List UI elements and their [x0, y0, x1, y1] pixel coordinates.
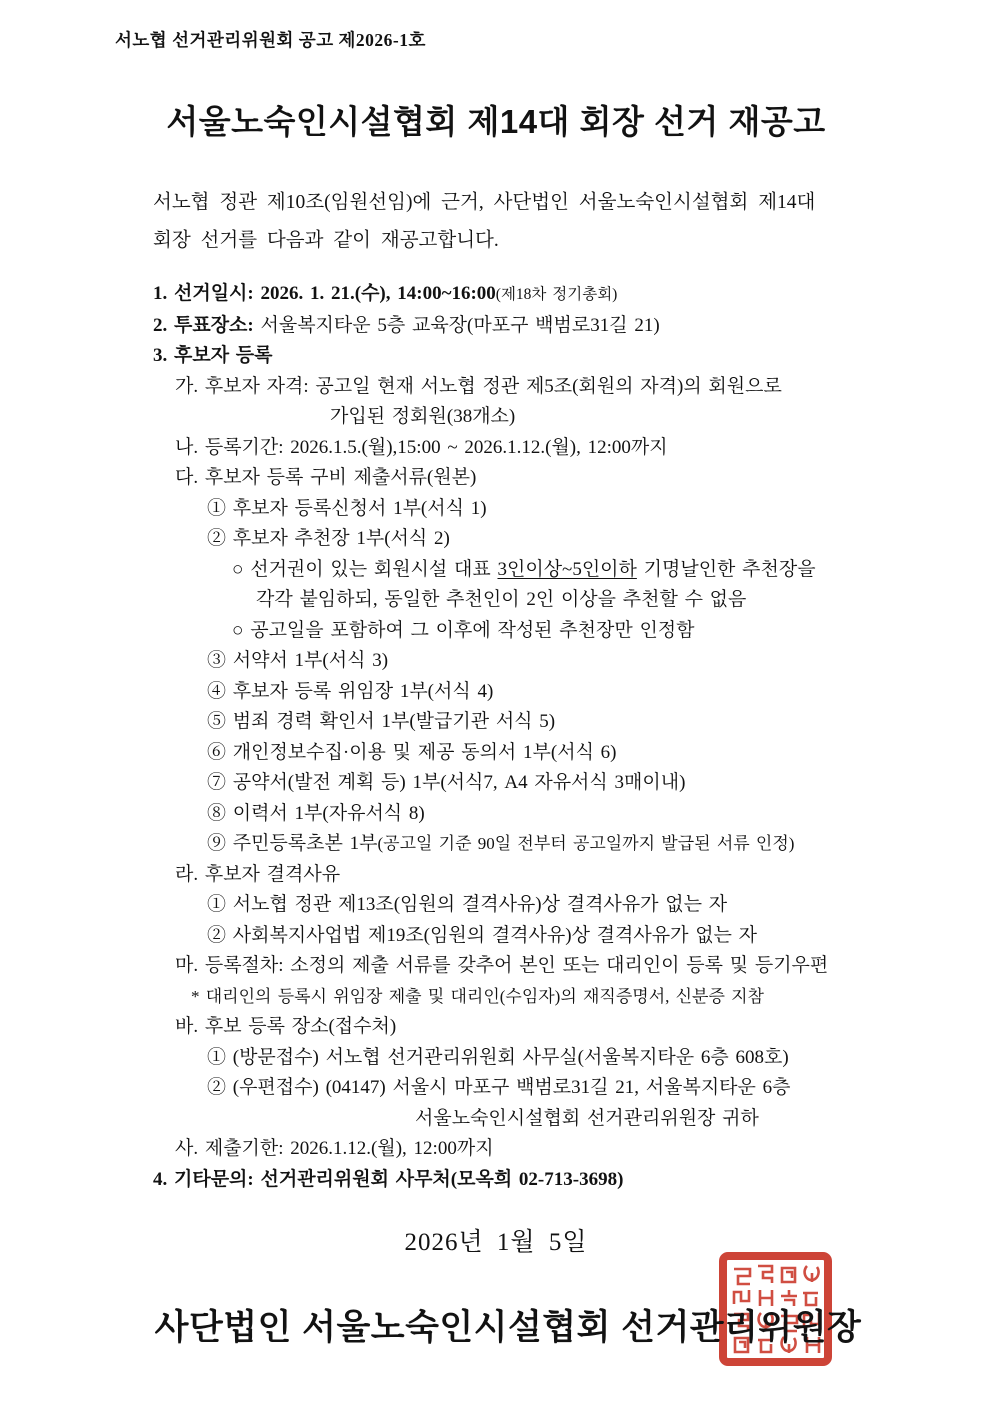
- text-segment: 사. 제출기한: 2026.1.12.(월), 12:00까지: [175, 1138, 494, 1159]
- text-segment: 바. 후보 등록 장소(접수처): [175, 1016, 397, 1037]
- text-segment: 4. 기타문의: 선거관리위원회 사무처(모옥희 02-713-3698): [153, 1168, 624, 1190]
- text-segment: 1. 선거일시: 2026. 1. 21.(수), 14:00~16:00: [153, 283, 496, 304]
- doc-line: [115, 707, 992, 738]
- text-segment: ③ 서약서 1부(서식 3): [207, 650, 389, 671]
- doc-line: [115, 433, 992, 464]
- doc-number: 서노협 선거관리위원회 공고 제2026-1호: [115, 30, 426, 50]
- doc-line: [115, 1104, 992, 1135]
- doc-line: [115, 768, 992, 799]
- doc-line: [115, 860, 992, 891]
- doc-line: [115, 1012, 992, 1043]
- text-segment: ④ 후보자 등록 위임장 1부(서식 4): [207, 680, 494, 702]
- doc-line: [115, 311, 992, 342]
- doc-line: [115, 982, 992, 1013]
- text-segment: ⑦ 공약서(발전 계획 등) 1부(서식7, A4 자유서식 3매이내): [207, 772, 686, 793]
- text-segment: ⑥ 개인정보수집·이용 및 제공 동의서 1부(서식 6): [207, 741, 617, 763]
- doc-line: [115, 585, 992, 616]
- text-segment: ⑧ 이력서 1부(자유서식 8): [207, 802, 425, 824]
- doc-line: [115, 890, 992, 921]
- doc-date: 2026년 1월 5일: [404, 1229, 588, 1256]
- doc-line: [115, 1134, 992, 1165]
- text-segment: ○ 선거권이 있는 회원시설 대표: [232, 558, 498, 580]
- doc-line: [115, 372, 992, 403]
- text-segment: (제18차 정기총회): [495, 286, 618, 303]
- text-segment: (공고일 기준 90일 전부터 공고일까지 발급된 서류 인정): [377, 834, 795, 853]
- doc-line: [115, 646, 992, 677]
- signature-line: 사단법인 서울노숙인시설협회 선거관리위원장: [154, 1308, 862, 1347]
- doc-line: [115, 555, 992, 586]
- text-segment: 서울복지타운 5층 교육장(마포구 백범로31길 21): [260, 314, 660, 336]
- text-segment: ② 후보자 추천장 1부(서식 2): [207, 528, 450, 549]
- text-segment: 라. 후보자 결격사유: [175, 863, 341, 885]
- text-segment: 가. 후보자 자격: 공고일 현재 서노협 정관 제5조(회원의 자격)의 회원으로: [175, 375, 782, 397]
- doc-line: [115, 341, 992, 372]
- text-segment: ① 서노협 정관 제13조(임원의 결격사유)상 결격사유가 없는 자: [207, 894, 728, 915]
- doc-line: [115, 616, 992, 647]
- doc-line: [115, 951, 992, 982]
- doc-line: [115, 1165, 992, 1196]
- doc-line: [115, 738, 992, 769]
- text-segment: 다. 후보자 등록 구비 제출서류(원본): [175, 467, 477, 488]
- doc-line: [115, 921, 992, 952]
- doc-line: [115, 677, 992, 708]
- doc-line: [115, 494, 992, 525]
- doc-line: [115, 402, 992, 433]
- doc-line: [115, 279, 992, 311]
- text-segment: 3인이상~5인이하: [497, 558, 637, 580]
- doc-line: [115, 1043, 992, 1074]
- doc-lines: [115, 279, 992, 1195]
- text-segment: 3. 후보자 등록: [153, 345, 273, 366]
- text-segment: 2. 투표장소:: [153, 314, 261, 336]
- text-segment: 마. 등록절차: 소정의 제출 서류를 갖추어 본인 또는 대리인이 등록 및 등기우편: [175, 955, 829, 976]
- text-segment: ② (우편접수) (04147) 서울시 마포구 백범로31길 21, 서울복지타운 6층: [207, 1077, 791, 1098]
- text-segment: ① 후보자 등록신청서 1부(서식 1): [207, 497, 487, 519]
- text-segment: 서울노숙인시설협회 선거관리위원장 귀하: [415, 1107, 759, 1129]
- doc-line: [115, 829, 992, 860]
- text-segment: ⑨ 주민등록초본 1부: [207, 833, 378, 854]
- text-segment: ① (방문접수) 서노협 선거관리위원회 사무실(서울복지타운 6층 608호): [207, 1046, 789, 1068]
- intro-line: 서노협 정관 제10조(임원선임)에 근거, 사단법인 서울노숙인시설협회 제14대: [153, 192, 816, 213]
- page-title: 서울노숙인시설협회 제14대 회장 선거 재공고: [166, 103, 826, 140]
- doc-line: [115, 1073, 992, 1104]
- doc-line: [115, 799, 992, 830]
- text-segment: 기명날인한 추천장을: [636, 558, 816, 580]
- doc-line: [115, 524, 992, 555]
- text-segment: 나. 등록기간: 2026.1.5.(월),15:00 ~ 2026.1.12.(월), 12:00까지: [175, 436, 668, 458]
- text-segment: ○ 공고일을 포함하여 그 이후에 작성된 추천장만 인정함: [232, 619, 695, 641]
- text-segment: 각각 붙임하되, 동일한 추천인이 2인 이상을 추천할 수 없음: [256, 589, 747, 610]
- intro-line: 회장 선거를 다음과 같이 재공고합니다.: [153, 230, 499, 251]
- text-segment: ⑤ 범죄 경력 확인서 1부(발급기관 서식 5): [207, 711, 556, 732]
- text-segment: * 대리인의 등록시 위임장 제출 및 대리인(수임자)의 재직증명서, 신분증 지참: [191, 986, 764, 1006]
- text-segment: ② 사회복지사업법 제19조(임원의 결격사유)상 결격사유가 없는 자: [207, 924, 758, 946]
- intro-paragraph: [153, 184, 902, 260]
- doc-line: [115, 463, 992, 494]
- text-segment: 가입된 정회원(38개소): [330, 406, 516, 427]
